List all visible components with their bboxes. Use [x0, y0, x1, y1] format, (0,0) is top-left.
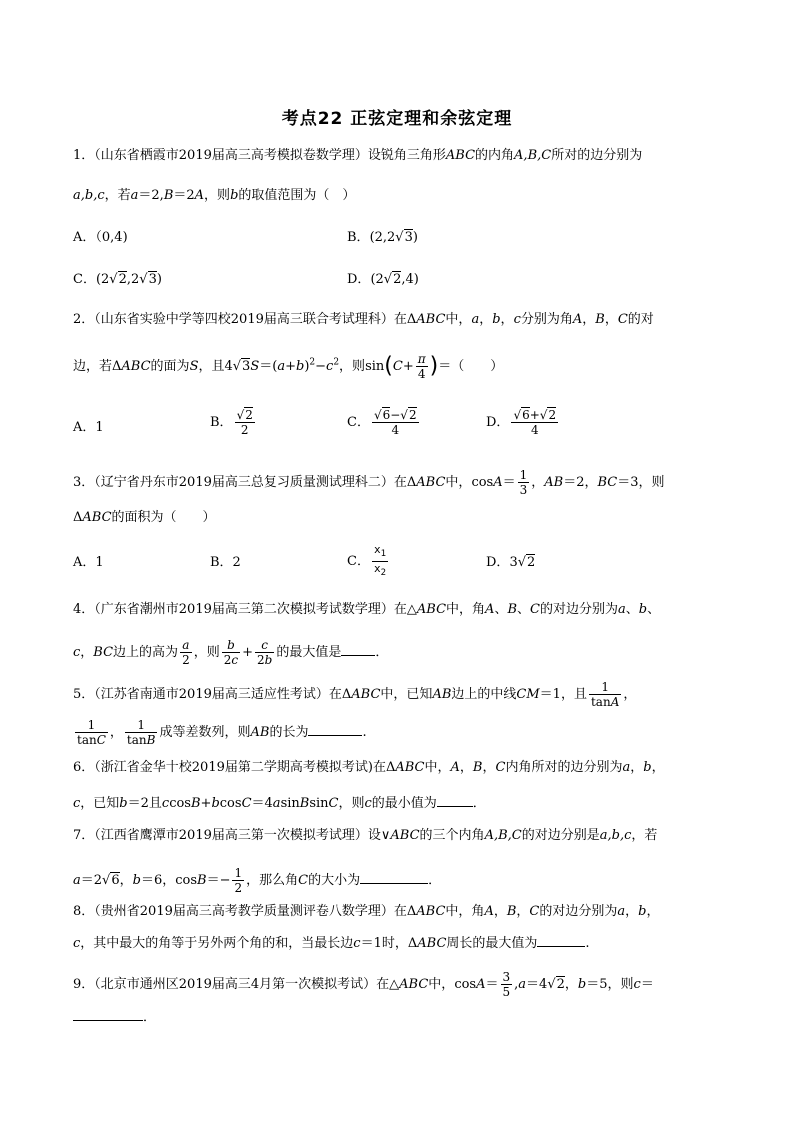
question-2-option-b[interactable]: B． $\frac{√2}{2}$: [210, 408, 253, 437]
question-2-option-c[interactable]: C． $\frac{√6-√2}{4}$: [347, 408, 417, 437]
question-7-line-2: a＝2√6，b＝6，cosB＝− $\frac{1}{2}$ ，那么角C的大小为 ．: [73, 866, 442, 895]
question-2-line-2: 边，若ΔABC的面为S，且$4√3S=(a+b)^2-c^2$，则sin(C+ $\frac{\pi}{4}$ )＝（ ）: [73, 352, 504, 381]
question-9-line-2: ．: [73, 1006, 733, 1028]
question-1-option-b[interactable]: B．(2,2√3): [347, 230, 418, 245]
question-6-line-1: 6．（浙江省金华十校2019届第二学期高考模拟考试)在ΔABC中，A，B，C内角所对的边分别为a，b，: [73, 760, 665, 775]
page-title: 考点22 正弦定理和余弦定理: [281, 109, 513, 129]
answer-blank[interactable]: [308, 721, 362, 736]
question-1-option-a[interactable]: A．（0,4): [73, 230, 128, 245]
question-8-line-2: c，其中最大的角等于另外两个角的和，当最长边c＝1时，ΔABC周长的最大值为 .: [73, 932, 733, 954]
question-3-line-1: 3．（辽宁省丹东市2019届高三总复习质量测试理科二）在ΔABC中，cosA＝ $\frac{1}{3}$ ，AB＝2，BC＝3，则: [73, 468, 665, 497]
question-1-line-2: a,b,c，若a＝2,B＝2A，则b的取值范围为（ ）: [73, 188, 356, 203]
answer-blank[interactable]: [537, 932, 585, 947]
question-3-line-2: ΔABC的面积为（ ）: [73, 510, 216, 525]
question-9-line-1: 9．（北京市通州区2019届高三4月第一次模拟考试）在△ABC中，cosA＝ $\frac{3}{5}$ ,a＝4√2，b＝5，则c＝: [73, 970, 654, 999]
question-1-option-d[interactable]: D．(2√2,4): [347, 272, 419, 287]
question-8-line-1: 8．（贵州省2019届高三高考教学质量测评卷八数学理）在ΔABC中，角A，B，C的对边分别为a，b，: [73, 904, 660, 919]
answer-blank[interactable]: [437, 792, 473, 807]
question-2-line-1: 2．（山东省实验中学等四校2019届高三联合考试理科）在ΔABC中，a，b，c分别为角A，B，C的对: [73, 312, 654, 327]
question-2-option-d[interactable]: D． $\frac{√6+√2}{4}$: [486, 408, 557, 437]
answer-blank[interactable]: [341, 641, 375, 656]
question-5-line-2: $\frac{1}{\tan C}$ ， $\frac{1}{\tan B}$ 成等差数列，则AB的长为 .: [77, 718, 367, 747]
question-3-option-b[interactable]: B．2: [210, 555, 241, 570]
question-1-option-c[interactable]: C．(2√2,2√3): [73, 272, 162, 287]
question-3-option-d[interactable]: D．3√2: [486, 555, 536, 570]
answer-blank[interactable]: [360, 869, 428, 884]
question-1-line-1: 1．（山东省栖霞市2019届高三高考模拟卷数学理）设锐角三角形ABC的内角A,B,C所对的边分别为: [73, 148, 643, 163]
question-6-line-2: c，已知b＝2且ccosB+bcosC＝4asinBsinC，则c的最小值为 ．: [73, 792, 733, 814]
question-3-option-a[interactable]: A．1: [73, 555, 104, 570]
question-4-line-2: c，BC边上的高为 $\frac{a}{2}$ ，则 $\frac{b}{2c}$ + $\frac{c}{2b}$ 的最大值是 ．: [73, 638, 389, 667]
answer-blank[interactable]: [73, 1006, 143, 1021]
question-4-line-1: 4．（广东省潮州市2019届高三第二次模拟考试数学理）在△ABC中，角A、B、C的对边分别为a、b、: [73, 602, 661, 617]
question-7-line-1: 7．（江西省鹰潭市2019届高三第一次模拟考试理）设∨ABC的三个内角A,B,C的对边分别是a,b,c，若: [73, 828, 658, 843]
question-3-option-c[interactable]: C． $\frac{x_1}{x_2}$: [347, 543, 386, 579]
question-2-option-a[interactable]: A．1: [73, 420, 104, 435]
question-5-line-1: 5．（江苏省南通市2019届高三适应性考试）在ΔABC中，已知AB边上的中线CM＝1，且 $\frac{1}{\tan A}$ ，: [73, 680, 637, 709]
